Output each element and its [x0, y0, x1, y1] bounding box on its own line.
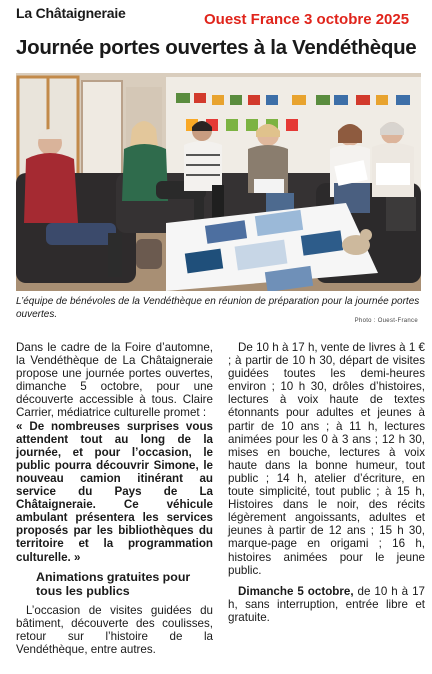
headline: Journée portes ouvertes à la Vendéthèque	[16, 36, 417, 59]
photo-illustration	[16, 73, 421, 291]
photo-credit: Photo : Ouest-France	[354, 318, 418, 324]
article-photo	[16, 73, 421, 291]
source-date-label: Ouest France 3 octobre 2025	[204, 11, 410, 28]
location-label: La Châtaigneraie	[16, 5, 126, 21]
article-paragraph-closing	[228, 585, 425, 624]
article-paragraph-visits: L’occasion de visites guidées du bâtiment, découverte des coulisses, retour sur l’histoire de la Vendéthèque, entre autres.	[16, 603, 213, 656]
photo-caption: L’équipe de bénévoles de la Vendéthèque en réunion de préparation pour la journée portes ouvertes.	[16, 296, 420, 320]
article-column-right	[228, 341, 425, 624]
article-quote: « De nombreuses surprises vous attendent tout au long de la journée, et pour l’occasion, le public pourra découvrir Simone, le nouveau camion itinérant au service du Pays de La Châtaigneraie. Ce véhicule ambulant présentera les services proposés par les bibliothèques du territoire et la programmation culturelle. »	[16, 419, 213, 564]
closing-date: Dimanche 5 octobre,	[238, 584, 354, 598]
article-intro: Dans le cadre de la Foire d’automne, la Vendéthèque de La Châtaigneraie propose une journée portes ouvertes, dimanche 5 octobre, pour une découverte accessible à tous. Claire Carrier, médiatrice culturelle promet :	[16, 341, 213, 420]
closing-details: de 10 h à 17 h, sans interruption, entrée libre et gratuite.	[228, 584, 425, 624]
article-subheading: Animations gratuites pour tous les publics	[36, 569, 191, 598]
article-column-left	[16, 341, 213, 656]
article-paragraph-schedule: De 10 h à 17 h, vente de livres à 1 € ; à partir de 10 h 30, départ de visites guidées toutes les demi-heures environ ; 10 h 30, drôles d’histoires, lectures à voix haute de textes étonnants pour adultes et jeunes à partir de 10 ans ; à 11 h, lectures animées pour les 0 à 3 ans ; 12 h 30, mises en bouche, lectures à voix haute dans la bonne humeur, tout public ; 14 h, atelier d’écriture, en toute simplicité, tout public ; à 15 h, Histoires dans le noir, des récits légèrement angoissants, adultes et jeunes à partir de 12 ans ; 15 h 30, marque-page en origami ; 16 h, histoires animées pour le jeune public.	[228, 341, 425, 577]
